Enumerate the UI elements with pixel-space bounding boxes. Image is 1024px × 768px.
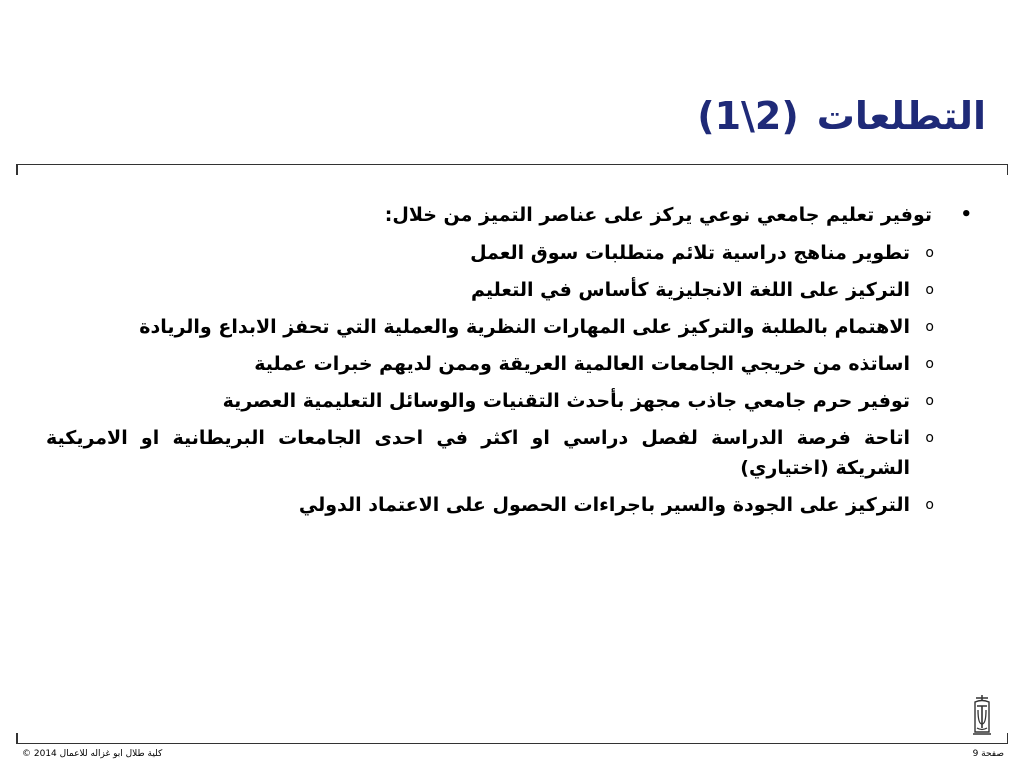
- list-item: [46, 490, 976, 520]
- frame-corner-bottom-right: [1007, 733, 1009, 743]
- slide-title-number: (2\1): [697, 94, 799, 138]
- sub-point-list: [46, 238, 976, 520]
- main-point-text: توفير تعليم جامعي نوعي يركز على عناصر التميز من خلال:: [384, 204, 932, 226]
- footer-page-number: صفحة 9: [972, 749, 1004, 759]
- sub-bullet: o: [925, 319, 934, 335]
- list-item: [46, 312, 976, 342]
- list-item: [46, 275, 976, 305]
- main-point: [46, 200, 976, 230]
- sub-point-text: اتاحة فرصة الدراسة لفصل دراسي او اكثر في احدى الجامعات البريطانية او الامريكية الشريكة (اختياري): [46, 427, 910, 479]
- sub-bullet: o: [925, 430, 934, 446]
- sub-bullet: o: [925, 245, 934, 261]
- list-item: [46, 423, 976, 483]
- sub-point-text: التركيز على اللغة الانجليزية كأساس في التعليم: [470, 279, 910, 301]
- sub-point-text: تطوير مناهج دراسية تلائم متطلبات سوق العمل: [470, 242, 910, 264]
- list-item: [46, 349, 976, 379]
- slide-title: [386, 86, 986, 146]
- sub-point-text: اساتذه من خريجي الجامعات العالمية العريقة وممن لديهم خبرات عملية: [254, 353, 910, 375]
- sub-bullet: o: [925, 497, 934, 513]
- list-item: [46, 386, 976, 416]
- sub-bullet: o: [925, 356, 934, 372]
- list-item: [46, 238, 976, 268]
- sub-point-text: الاهتمام بالطلبة والتركيز على المهارات النظرية والعملية التي تحفز الابداع والريادة: [139, 316, 910, 338]
- tag-logo-icon: [970, 694, 994, 736]
- footer-copyright: كلية طلال ابو غزاله للاعمال 2014 ©: [22, 749, 163, 759]
- sub-point-text: التركيز على الجودة والسير باجراءات الحصول على الاعتماد الدولي: [298, 494, 910, 516]
- sub-bullet: o: [925, 282, 934, 298]
- main-bullet: •: [960, 204, 972, 225]
- frame-corner-bottom-left: [16, 733, 18, 743]
- slide-title-text: التطلعات: [816, 94, 986, 138]
- sub-point-text: توفير حرم جامعي جاذب مجهز بأحدث التقنيات والوسائل التعليمية العصرية: [222, 390, 910, 412]
- slide-body: [46, 200, 976, 527]
- sub-bullet: o: [925, 393, 934, 409]
